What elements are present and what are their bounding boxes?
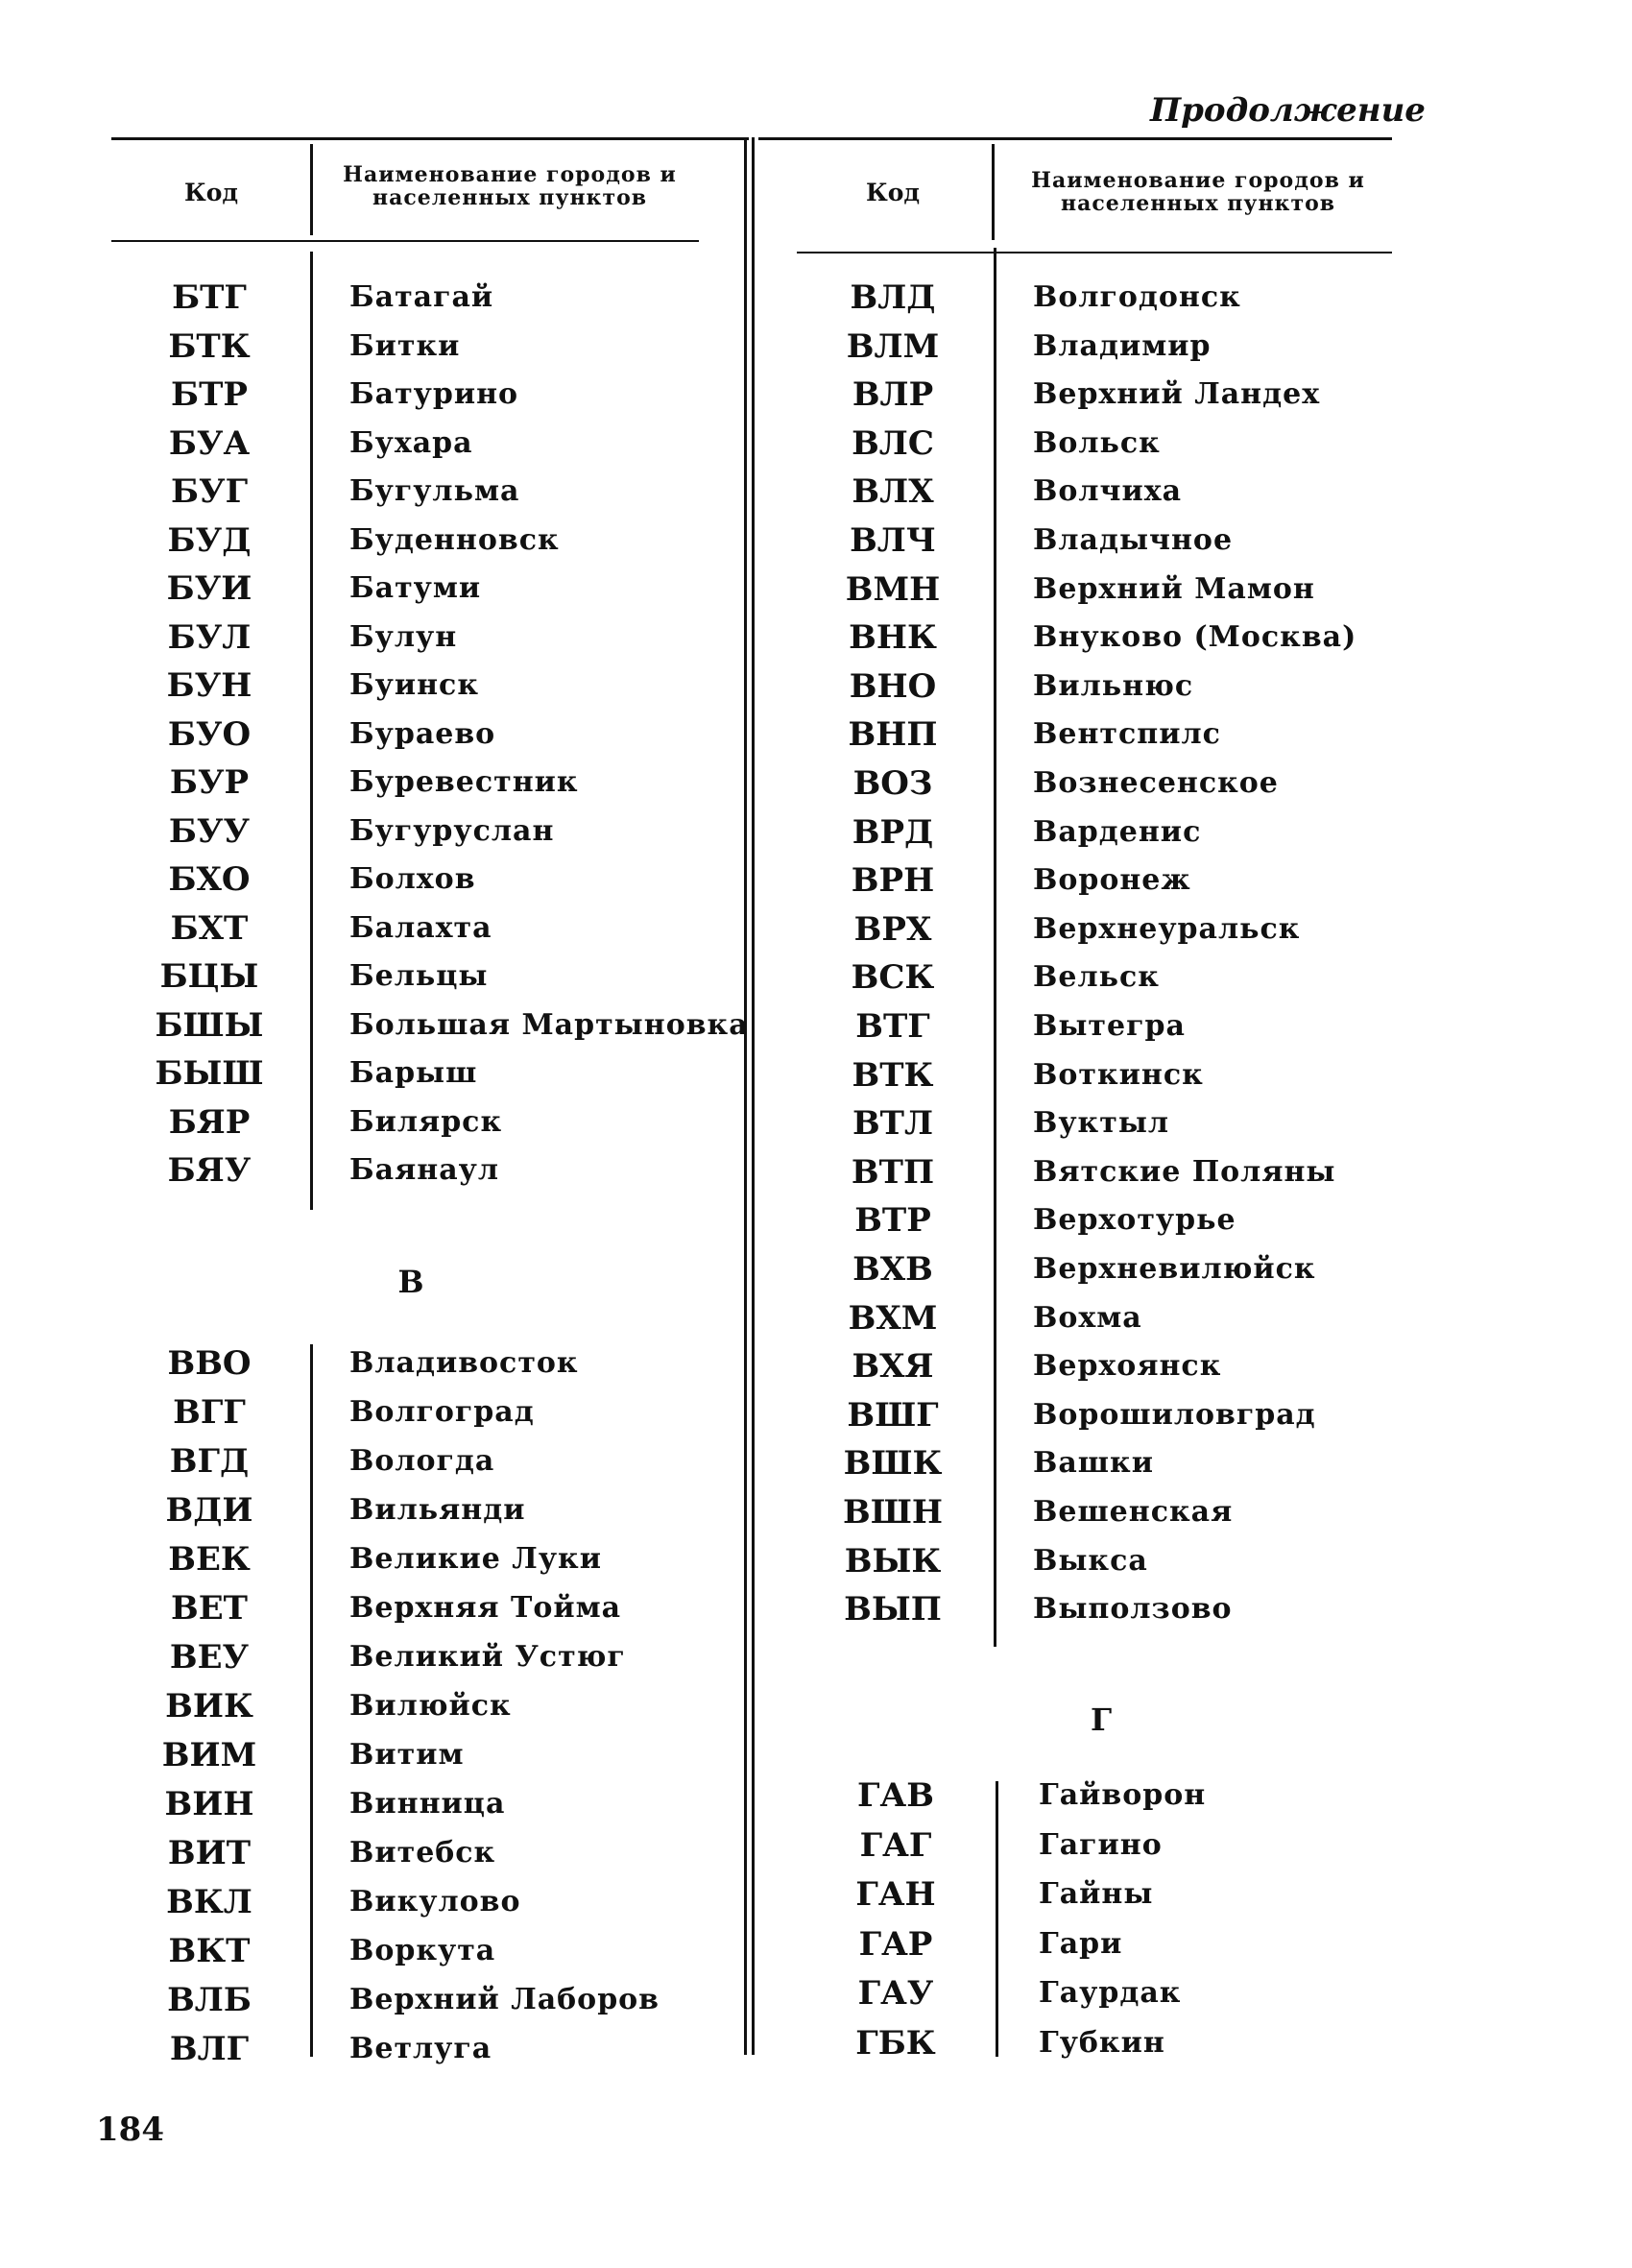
settlement-name: Витебск (349, 1836, 496, 1870)
settlement-name: Верхнеуральск (1033, 911, 1301, 946)
airport-code: ВГГ (173, 1393, 246, 1432)
airport-code: ВЛЧ (850, 521, 936, 560)
header-name-right (1006, 169, 1390, 215)
airport-code: ВЕТ (171, 1589, 248, 1628)
airport-code: ВИК (165, 1687, 253, 1725)
settlement-name: Гаурдак (1039, 1976, 1182, 2010)
airport-code: ВДИ (165, 1491, 253, 1530)
settlement-name: Внуково (Москва) (1033, 620, 1357, 655)
settlement-name: Балахта (349, 910, 492, 945)
settlement-name: Воткинск (1033, 1057, 1204, 1092)
right-col-divider-2 (996, 1781, 998, 2057)
airport-code: ГАУ (857, 1974, 934, 2013)
header-name-right-line1: Наименование городов и (1031, 168, 1365, 193)
airport-code: ВЛГ (169, 2030, 250, 2068)
airport-code: ВКТ (168, 1932, 251, 1970)
center-double-rule-1 (744, 137, 747, 2055)
airport-code: ВЛБ (167, 1981, 252, 2019)
airport-code: ВЛД (850, 278, 936, 317)
airport-code: БХТ (170, 908, 249, 948)
settlement-name: Воронеж (1033, 863, 1191, 898)
left-col-divider-1 (310, 252, 313, 1210)
airport-code: БТГ (172, 278, 247, 317)
settlement-name: Выползово (1033, 1592, 1233, 1627)
airport-code: БТК (168, 326, 251, 366)
left-header-divider (310, 144, 313, 235)
airport-code: БШЫ (155, 1005, 264, 1045)
airport-code: ВРД (852, 812, 934, 852)
settlement-name: Билярск (349, 1104, 503, 1139)
settlement-name: Верхоянск (1033, 1349, 1222, 1384)
header-rule-right (797, 252, 1392, 253)
settlement-name: Гагино (1039, 1827, 1163, 1862)
header-name-left-line2: населенных пунктов (372, 185, 648, 210)
top-rule-left (111, 137, 749, 140)
settlement-name: Буинск (349, 668, 479, 702)
header-rule-left (111, 240, 699, 242)
settlement-name: Вознесенское (1033, 766, 1279, 800)
settlement-name: Воркута (349, 1934, 496, 1967)
continuation-label: Продолжение (1150, 91, 1426, 130)
settlement-name: Вешенская (1033, 1495, 1234, 1529)
airport-code: ВНО (849, 666, 937, 706)
settlement-name: Владычное (1033, 523, 1234, 557)
section-letter-v: В (397, 1264, 424, 1300)
page-number: 184 (96, 2111, 164, 2149)
airport-code: БУР (169, 763, 250, 802)
settlement-name: Варденис (1033, 814, 1202, 849)
airport-code: БУГ (170, 472, 249, 511)
airport-code: ГАН (855, 1875, 936, 1914)
settlement-name: Батагай (349, 280, 494, 314)
settlement-name: Вельск (1033, 960, 1160, 995)
settlement-name: Батурино (349, 377, 519, 411)
right-header-divider (992, 144, 995, 240)
settlement-name: Вытегра (1033, 1009, 1186, 1043)
airport-code: БУИ (166, 569, 252, 608)
settlement-name: Верхний Лаборов (349, 1983, 660, 2016)
airport-code: БХО (168, 860, 251, 899)
settlement-name: Великие Луки (349, 1542, 602, 1576)
airport-code: ВЛР (852, 375, 934, 415)
airport-code: ГБК (855, 2023, 936, 2063)
airport-code: ВИН (164, 1785, 254, 1823)
airport-code: ВРХ (853, 909, 932, 949)
airport-code: БЯР (168, 1102, 251, 1142)
header-code-left: Код (183, 179, 239, 206)
airport-code: ВХМ (848, 1298, 938, 1338)
settlement-name: Выкса (1033, 1543, 1148, 1578)
settlement-name: Болхов (349, 862, 476, 896)
airport-code: ВГД (169, 1442, 250, 1481)
airport-code: ВСК (851, 958, 935, 998)
airport-code: ВРН (851, 861, 935, 901)
center-double-rule-2 (752, 137, 755, 2055)
settlement-name: Губкин (1039, 2025, 1165, 2060)
settlement-name: Витим (349, 1738, 465, 1772)
airport-code: ВНК (849, 618, 937, 658)
airport-code: ВНП (848, 715, 938, 755)
settlement-name: Гари (1039, 1926, 1123, 1961)
settlement-name: Викулово (349, 1885, 521, 1918)
settlement-name: Вильнюс (1033, 668, 1194, 703)
airport-code: ВШН (843, 1493, 943, 1532)
settlement-name: Вуктыл (1033, 1106, 1170, 1141)
airport-code: ВЛМ (846, 326, 940, 366)
airport-code: ВШГ (847, 1395, 939, 1435)
settlement-name: Вентспилс (1033, 717, 1221, 752)
settlement-name: Верхняя Тойма (349, 1591, 622, 1625)
airport-code: ВЕУ (169, 1638, 250, 1677)
settlement-name: Буденновск (349, 522, 560, 557)
airport-code: ВВО (167, 1344, 252, 1383)
settlement-name: Бугульма (349, 474, 520, 508)
settlement-name: Вилюйск (349, 1689, 512, 1723)
airport-code: БУЛ (167, 617, 252, 657)
airport-code: БУА (168, 423, 251, 463)
settlement-name: Буревестник (349, 765, 579, 799)
header-name-right-line2: населенных пунктов (1060, 191, 1336, 216)
airport-code: ВХВ (852, 1250, 933, 1289)
airport-code: ВКЛ (166, 1883, 252, 1921)
settlement-name: Бельцы (349, 959, 489, 993)
airport-code: ВТК (852, 1055, 934, 1095)
section-letter-g: Г (1090, 1701, 1113, 1738)
settlement-name: Гайворон (1039, 1778, 1207, 1812)
header-name-left (323, 163, 697, 209)
airport-code: ВТЛ (852, 1104, 934, 1144)
settlement-name: Большая Мартыновка (349, 1007, 749, 1042)
airport-code: ВТГ (855, 1007, 930, 1046)
airport-code: БЫШ (155, 1054, 264, 1093)
settlement-name: Верхотурье (1033, 1203, 1236, 1238)
airport-code: БЦЫ (159, 957, 259, 996)
right-col-divider-1 (994, 248, 996, 1647)
settlement-name: Волгодонск (1033, 280, 1241, 314)
settlement-name: Бураево (349, 716, 496, 751)
settlement-name: Бухара (349, 425, 473, 460)
settlement-name: Ворошиловград (1033, 1397, 1316, 1432)
settlement-name: Битки (349, 328, 461, 363)
airport-code: БУД (167, 520, 252, 560)
settlement-name: Вохма (1033, 1300, 1142, 1335)
airport-code: ГАР (858, 1924, 933, 1964)
airport-code: ВТП (851, 1152, 935, 1192)
airport-code: БУУ (168, 811, 251, 851)
airport-code: ГАГ (859, 1825, 932, 1865)
settlement-name: Вольск (1033, 425, 1161, 460)
settlement-name: Великий Устюг (349, 1640, 626, 1674)
settlement-name: Владивосток (349, 1346, 579, 1380)
settlement-name: Булун (349, 619, 458, 654)
airport-code: ВМН (845, 569, 941, 609)
left-col-divider-2 (310, 1344, 313, 2057)
airport-code: ВХЯ (852, 1347, 934, 1387)
settlement-name: Волгоград (349, 1395, 535, 1429)
header-name-left-line1: Наименование городов и (343, 162, 677, 187)
top-rule-right (758, 137, 1392, 140)
airport-code: ВИТ (167, 1834, 252, 1872)
airport-code: ВЕК (168, 1540, 251, 1579)
airport-code: БЯУ (167, 1151, 252, 1190)
airport-code: БУО (167, 714, 252, 754)
settlement-name: Владимир (1033, 328, 1212, 363)
settlement-name: Вильянди (349, 1493, 526, 1527)
settlement-name: Барыш (349, 1056, 478, 1090)
settlement-name: Верхневилюйск (1033, 1252, 1316, 1286)
airport-code: ВЛС (852, 423, 934, 463)
airport-code: ВШК (843, 1444, 943, 1484)
settlement-name: Вологда (349, 1444, 495, 1478)
airport-code: ВЛХ (852, 472, 934, 512)
settlement-name: Верхний Ландех (1033, 377, 1321, 412)
airport-code: ВИМ (161, 1736, 257, 1774)
airport-code: ВЫП (844, 1590, 942, 1629)
settlement-name: Волчиха (1033, 474, 1183, 509)
header-code-right: Код (865, 179, 921, 206)
settlement-name: Гайны (1039, 1877, 1154, 1911)
settlement-name: Винница (349, 1787, 506, 1821)
settlement-name: Вашки (1033, 1446, 1154, 1481)
settlement-name: Верхний Мамон (1033, 571, 1315, 606)
settlement-name: Вятские Поляны (1033, 1154, 1336, 1189)
airport-code: ВТР (854, 1201, 931, 1241)
settlement-name: Ветлуга (349, 2032, 492, 2065)
airport-code: ГАВ (857, 1776, 934, 1815)
airport-code: ВОЗ (852, 764, 933, 803)
settlement-name: Бугуруслан (349, 813, 555, 848)
settlement-name: Батуми (349, 571, 482, 605)
airport-code: БУН (166, 666, 252, 705)
airport-code: БТР (171, 375, 248, 414)
airport-code: ВЫК (844, 1541, 942, 1580)
settlement-name: Баянаул (349, 1153, 499, 1187)
